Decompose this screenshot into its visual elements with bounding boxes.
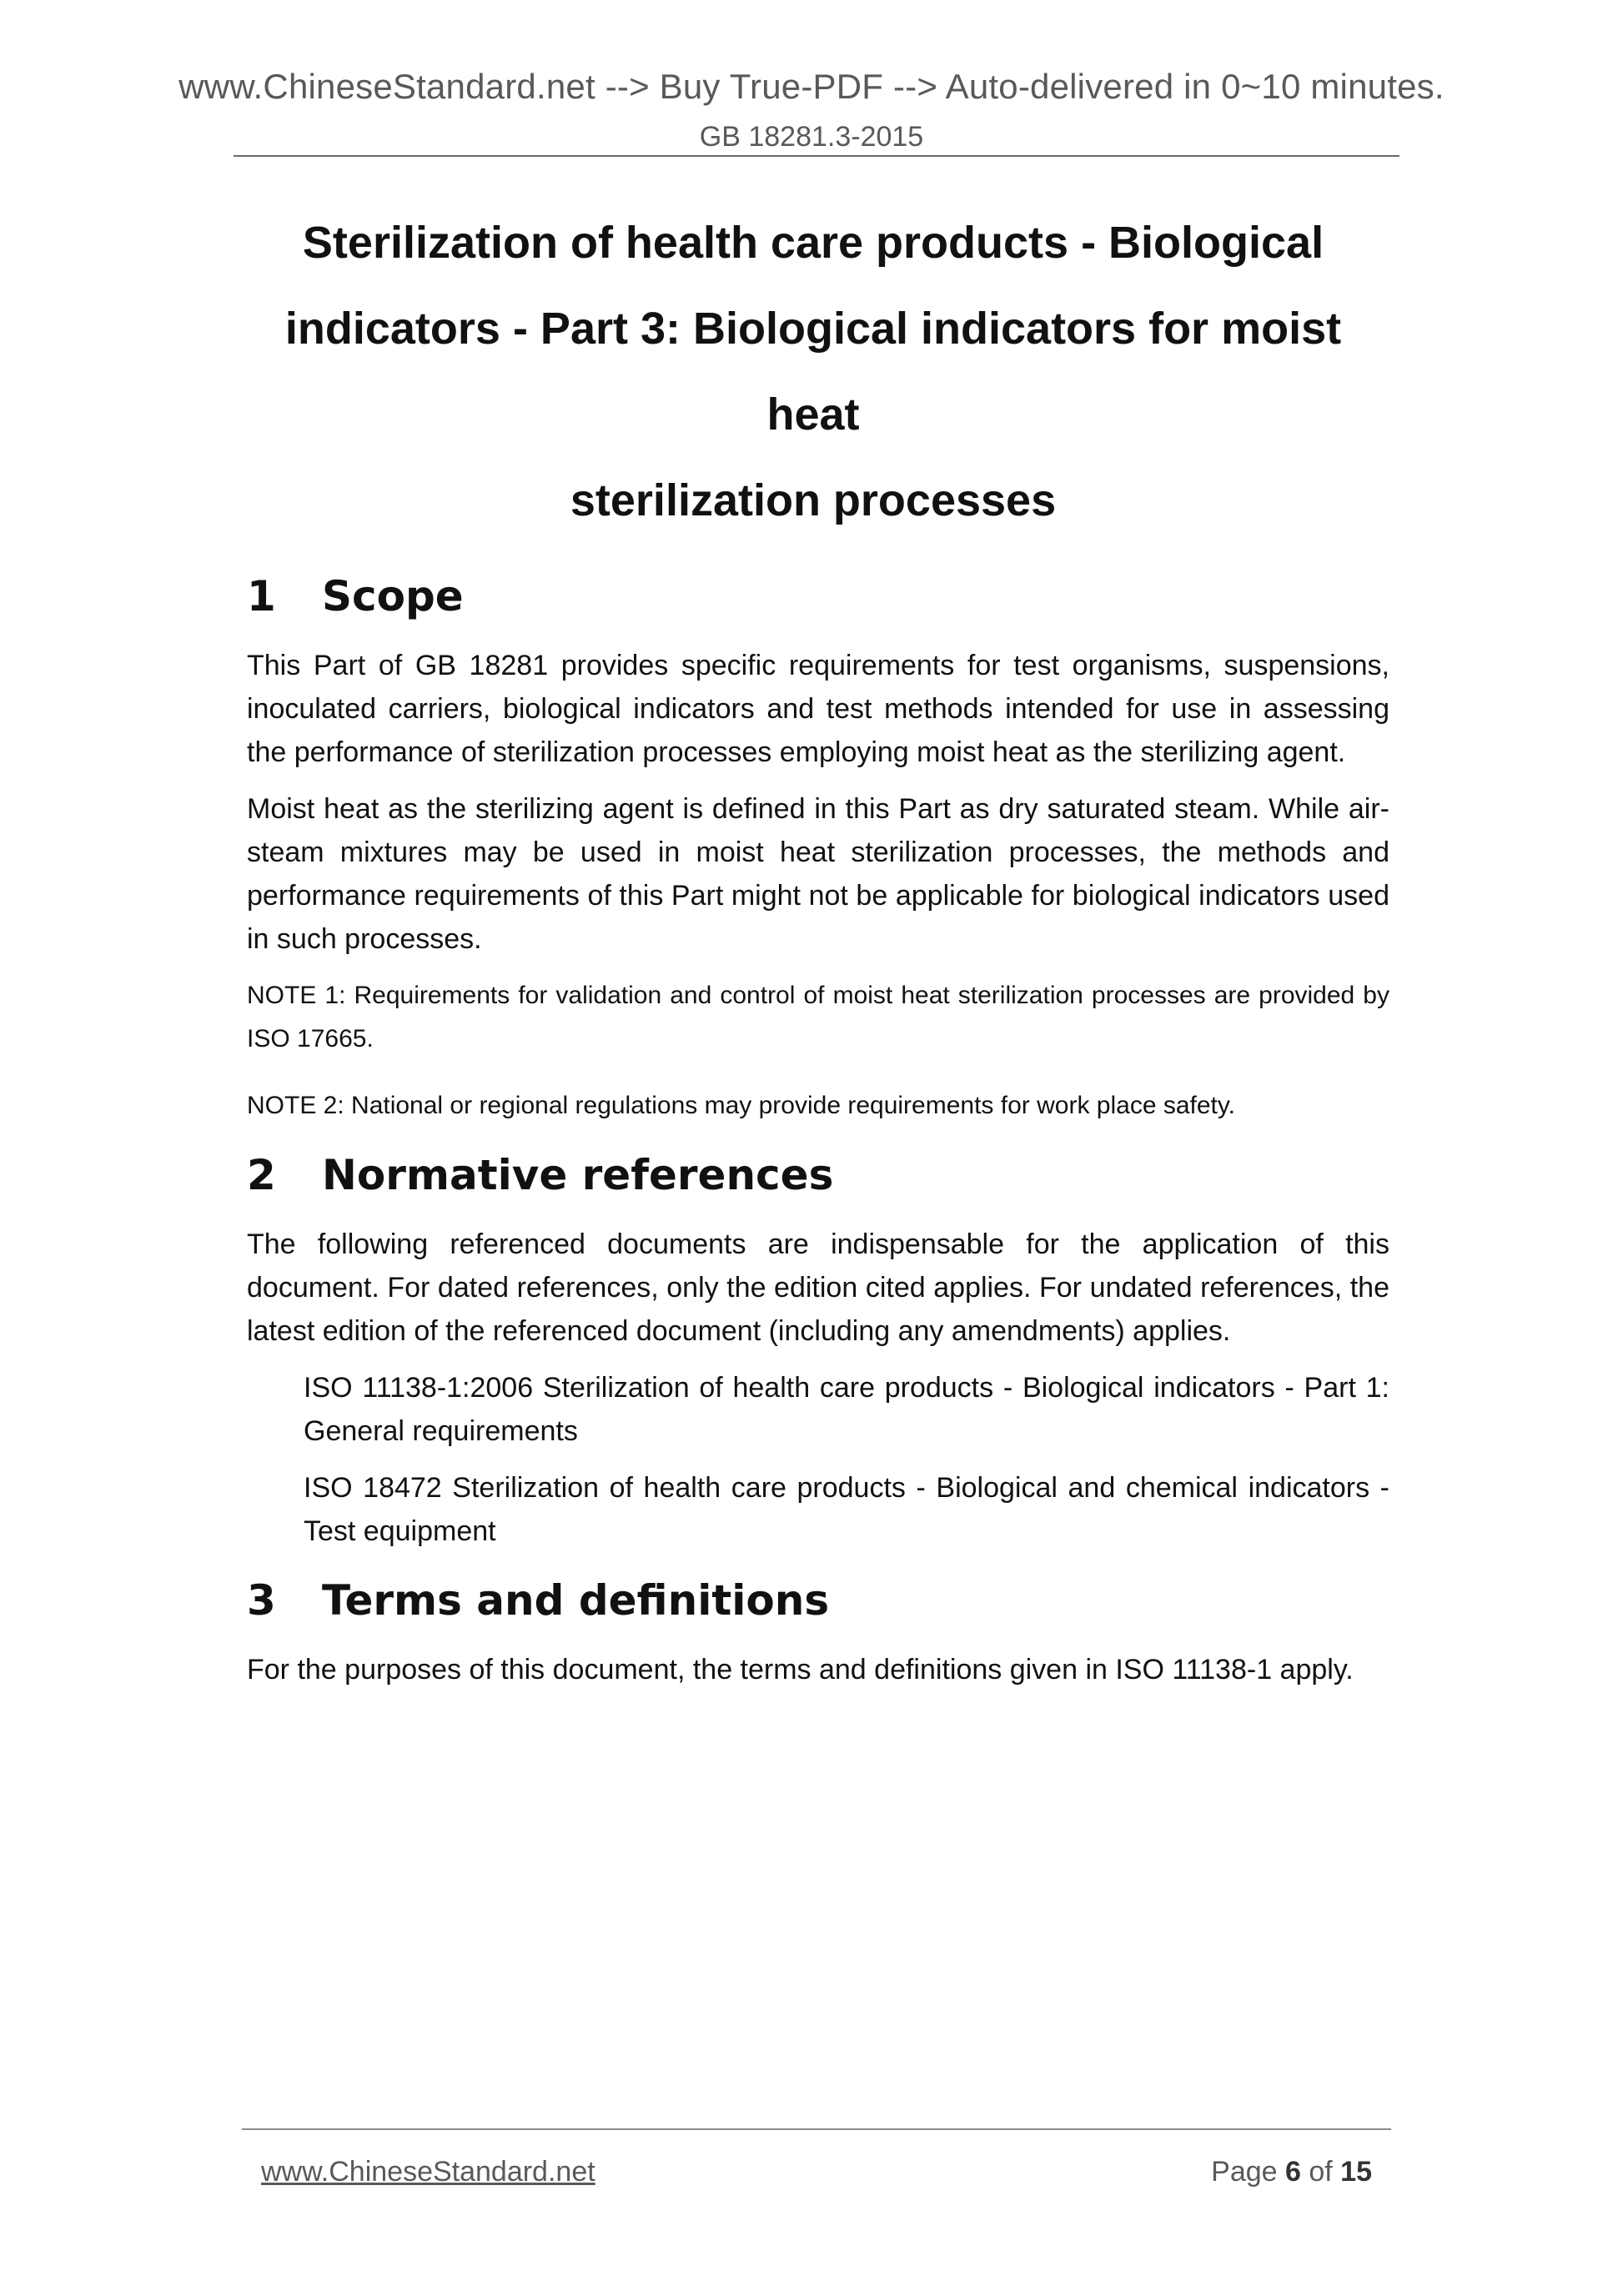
page-total: 15 [1340, 2156, 1372, 2188]
reference-item: ISO 18472 Sterilization of health care products - Biological and chemical indicators - Test equipment [304, 1472, 1389, 1547]
terms-paragraph: For the purposes of this document, the terms and definitions given in ISO 11138-1 apply. [247, 1654, 1354, 1686]
scope-note-1: NOTE 1: Requirements for validation and control of moist heat sterilization processes are provided by ISO 17665. [247, 982, 1389, 1053]
section-number: 1 [247, 572, 276, 620]
reference-item: ISO 11138-1:2006 Sterilization of health care products - Biological indicators - Part 1: General requirements [304, 1372, 1389, 1447]
title-line-1: Sterilization of health care products - Biological [302, 218, 1324, 268]
standard-code: GB 18281.3-2015 [699, 121, 924, 153]
scope-paragraph-2: Moist heat as the sterilizing agent is defined in this Part as dry saturated steam. While air-steam mixtures may be used in moist heat sterilization processes, the methods and performance requirements of this Part might not be applicable for biological indicators used in such processes. [247, 793, 1389, 955]
section-1-heading [247, 567, 1389, 625]
section-2-heading [247, 1146, 1389, 1204]
section-title: Terms and definitions [322, 1576, 830, 1625]
title-line-2: indicators - Part 3: Biological indicators for moist heat [284, 304, 1342, 440]
section-number: 3 [247, 1576, 276, 1625]
section-title: Scope [322, 572, 464, 620]
promo-banner[interactable]: www.ChineseStandard.net --> Buy True-PDF --> Auto-delivered in 0~10 minutes. [178, 67, 1445, 106]
page-of: of [1300, 2156, 1341, 2188]
page-current: 6 [1285, 2156, 1301, 2188]
section-3-heading [247, 1571, 1389, 1630]
footer-website-link[interactable]: www.ChineseStandard.net [261, 2156, 595, 2188]
footer-divider [242, 2128, 1391, 2130]
header-divider [234, 155, 1399, 157]
normative-intro: The following referenced documents are indispensable for the application of this document. For dated references, only the edition cited applies. For undated references, the latest edition of the referenced document (including any amendments) applies. [247, 1228, 1389, 1347]
section-title: Normative references [322, 1151, 834, 1199]
document-title [234, 200, 1393, 544]
section-number: 2 [247, 1151, 276, 1199]
document-body [247, 567, 1389, 1691]
page-prefix: Page [1211, 2156, 1285, 2188]
title-line-3: sterilization processes [570, 475, 1057, 525]
page-number [1211, 2156, 1372, 2188]
scope-note-2: NOTE 2: National or regional regulations may provide requirements for work place safety. [247, 1092, 1235, 1119]
scope-paragraph-1: This Part of GB 18281 provides specific requirements for test organisms, suspensions, inoculated carriers, biological indicators and test methods intended for use in assessing the performance of sterilization processes employing moist heat as the sterilizing agent. [247, 650, 1389, 768]
